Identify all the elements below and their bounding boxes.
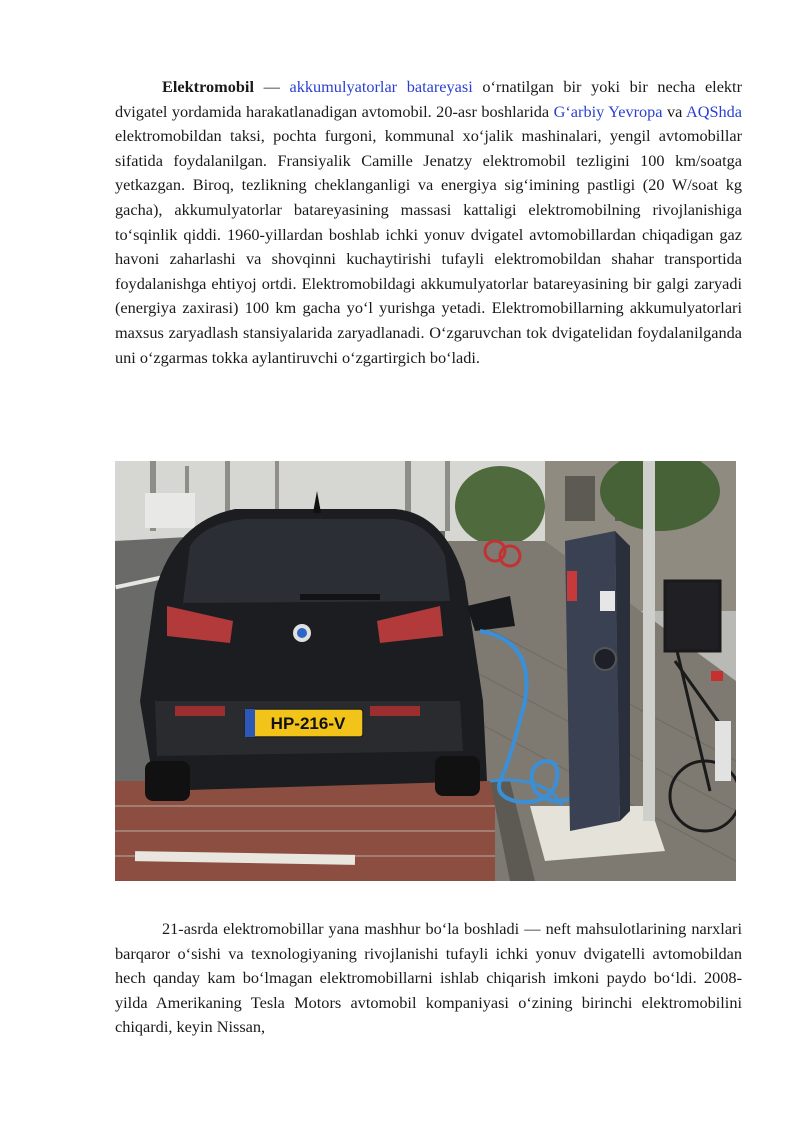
- paragraph-2: 21-asrda elektromobillar yana mashhur boʻla boshladi — neft mahsulotlarining narxlari barqaror oʻsishi va texnologiyaning rivojlanishi tufayli ichki yonuv dvigatelli avtomobildan hech qanday kam boʻlmagan elektromobillarni ishlab chiqarish imkoni paydo boʻldi. 2008-yilda Amerikaning Tesla Motors avtomobil kompaniyasi oʻzining birinchi elektromobilini chiqardi, keyin Nissan,: [115, 919, 742, 1037]
- ev-charging-photo: [115, 461, 736, 881]
- link-aqshda[interactable]: AQShda: [685, 101, 743, 121]
- paragraph-1: [115, 75, 742, 370]
- term-elektromobil: Elektromobil: [162, 77, 254, 96]
- license-plate: HP-216-V: [270, 714, 346, 733]
- link-garbiy-yevropa[interactable]: Gʻarbiy Yevropa: [553, 101, 663, 121]
- paragraph-1-text-a: oʻrnatilgan bir yoki bir necha elektr dvigatel yordamida harakatlanadigan avtomobil. 20-asr boshlarida: [115, 77, 743, 121]
- paragraph-1-text-b: va: [662, 101, 686, 121]
- paragraph-1-text-c: elektromobildan taksi, pochta furgoni, kommunal xoʻjalik mashinalari, yengil avtomobillar sifatida foydalanilgan. Fransiyalik Camille Jenatzy elektromobil tezligini 100 km/soatga yetkazgan. Biroq, tezlikning cheklanganligi va energiya sigʻimining pastligi (20 W/soat kg gacha), akkumulyatorlar batareyasining massasi kattaligi elektromobilning rivojlanishiga toʻsqinlik qiddi. 1960-yillardan boshlab ichki yonuv dvigatel avtomobillardan chiqadigan gaz havoni zaharlashi va shovqinni kuchaytirishi tufayli elektromobildan shahar transportida foydalanishga ehtiyoj ortdi. Elektromobildagi akkumulyatorlar batareyasining bir galgi zaryadi (energiya zaxirasi) 100 km gacha yoʻl yurishga yetadi. Elektromobillarning akkumulyatorlari maxsus zaryadlash stansiyalarida zaryadlanadi. Oʻzgaruvchan tok dvigatelidan foydalanilganda uni oʻzgarmas tokka aylantiruvchi oʻzgartirgich boʻladi.: [115, 126, 742, 367]
- term-dash: —: [253, 77, 290, 96]
- link-akkumulyatorlar-batareyasi[interactable]: akkumulyatorlar batareyasi: [289, 77, 473, 96]
